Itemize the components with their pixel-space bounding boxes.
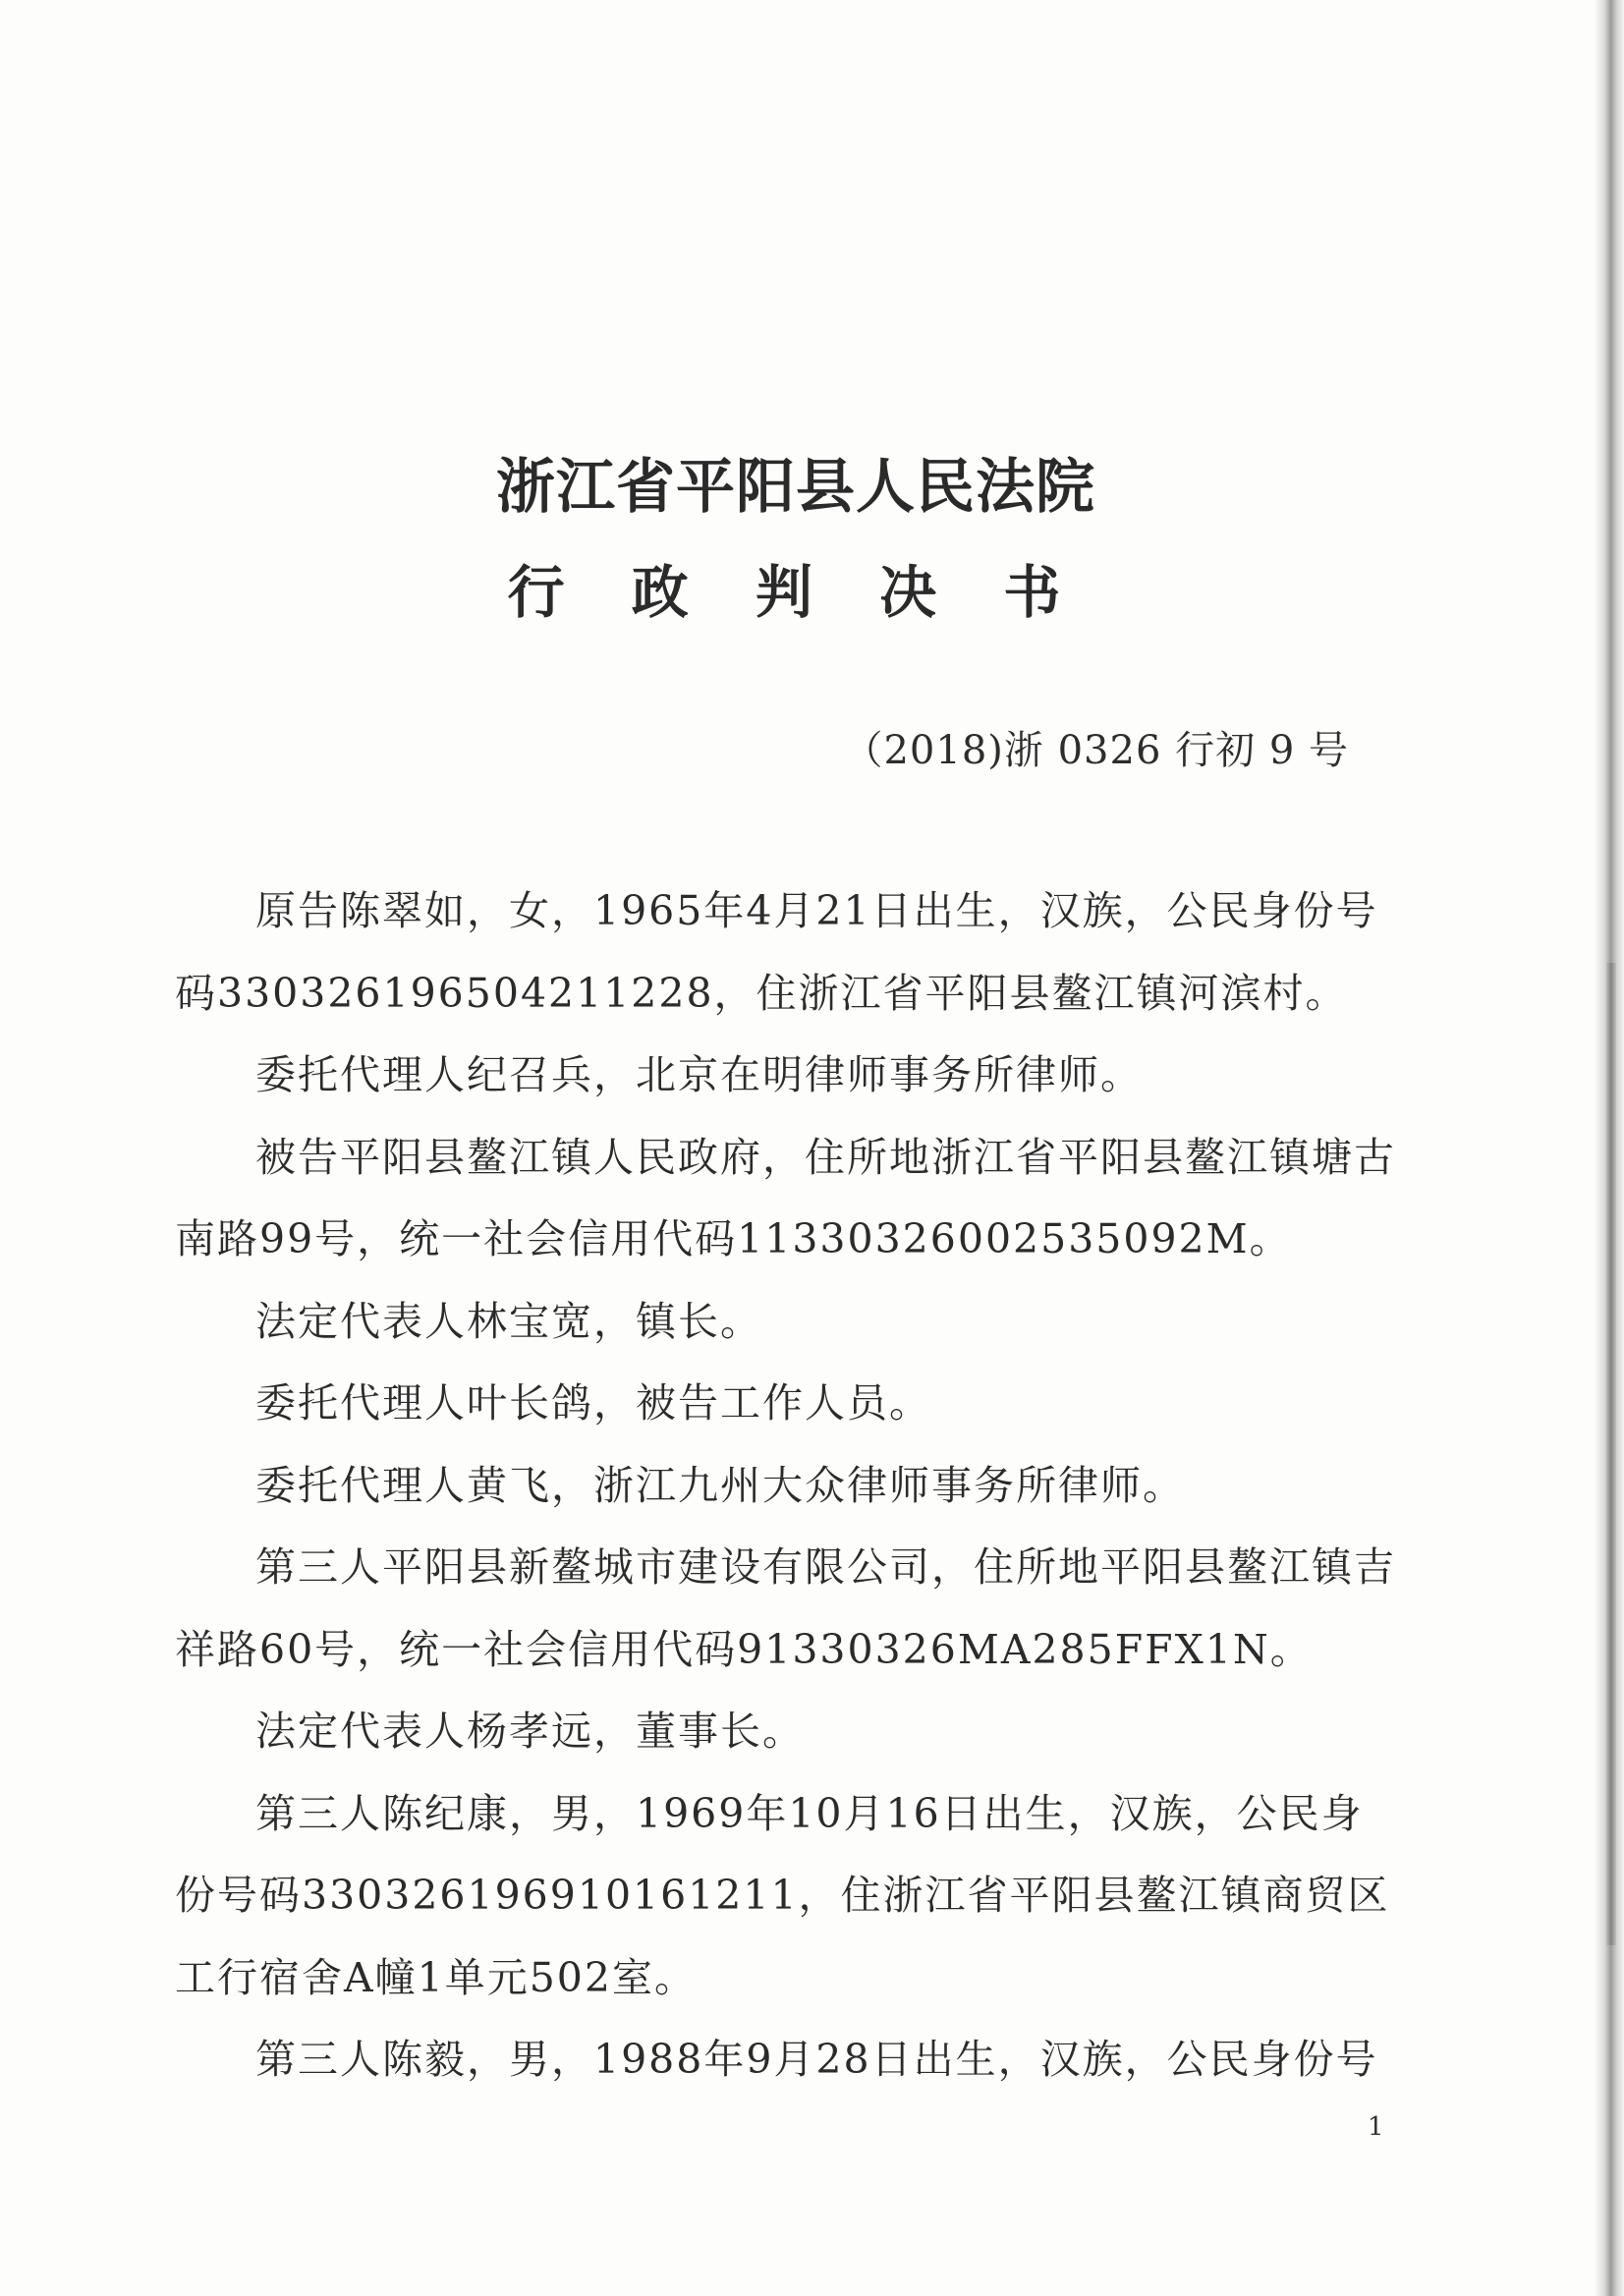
scanner-edge-shadow — [1606, 963, 1616, 1945]
court-name: 浙江省平阳县人民法院 — [496, 453, 1095, 522]
paragraph-third-party-representative: 法定代表人杨孝远，董事长。 — [255, 1708, 805, 1755]
paragraph-third-party-person-2: 第三人陈毅，男，1988年9月28日出生，汉族，公民身份号 — [255, 2036, 1378, 2083]
document-type-title: 行 政 判 决 书 — [507, 559, 1085, 626]
paragraph-defendant: 被告平阳县鳌江镇人民政府，住所地浙江省平阳县鳌江镇塘古南路99号，统一社会信用代码11330326002535092M。 — [175, 1133, 1396, 1262]
case-number: （2018)浙 0326 行初 9 号 — [843, 728, 1349, 773]
paragraph-defendant-representative: 法定代表人林宝宽，镇长。 — [255, 1297, 762, 1345]
paragraph-third-party-company: 第三人平阳县新鳌城市建设有限公司，住所地平阳县鳌江镇吉祥路60号，统一社会信用代码91330326MA285FFX1N。 — [175, 1543, 1396, 1673]
paragraph-plaintiff-agent: 委托代理人纪召兵，北京在明律师事务所律师。 — [255, 1051, 1143, 1098]
paragraph-plaintiff: 原告陈翠如，女，1965年4月21日出生，汉族，公民身份号码330326196504211228，住浙江省平阳县鳌江镇河滨村。 — [175, 887, 1378, 1017]
document-body — [175, 870, 1398, 2101]
paragraph-third-party-person-1: 第三人陈纪康，男，1969年10月16日出生，汉族，公民身份号码330326196910161211，住浙江省平阳县鳌江镇商贸区工行宿舍A幢1单元502室。 — [175, 1789, 1390, 2001]
paragraph-defendant-agent-1: 委托代理人叶长鸽，被告工作人员。 — [255, 1379, 931, 1427]
page-number: 1 — [1368, 2112, 1384, 2142]
paragraph-defendant-agent-2: 委托代理人黄飞，浙江九州大众律师事务所律师。 — [255, 1461, 1185, 1509]
